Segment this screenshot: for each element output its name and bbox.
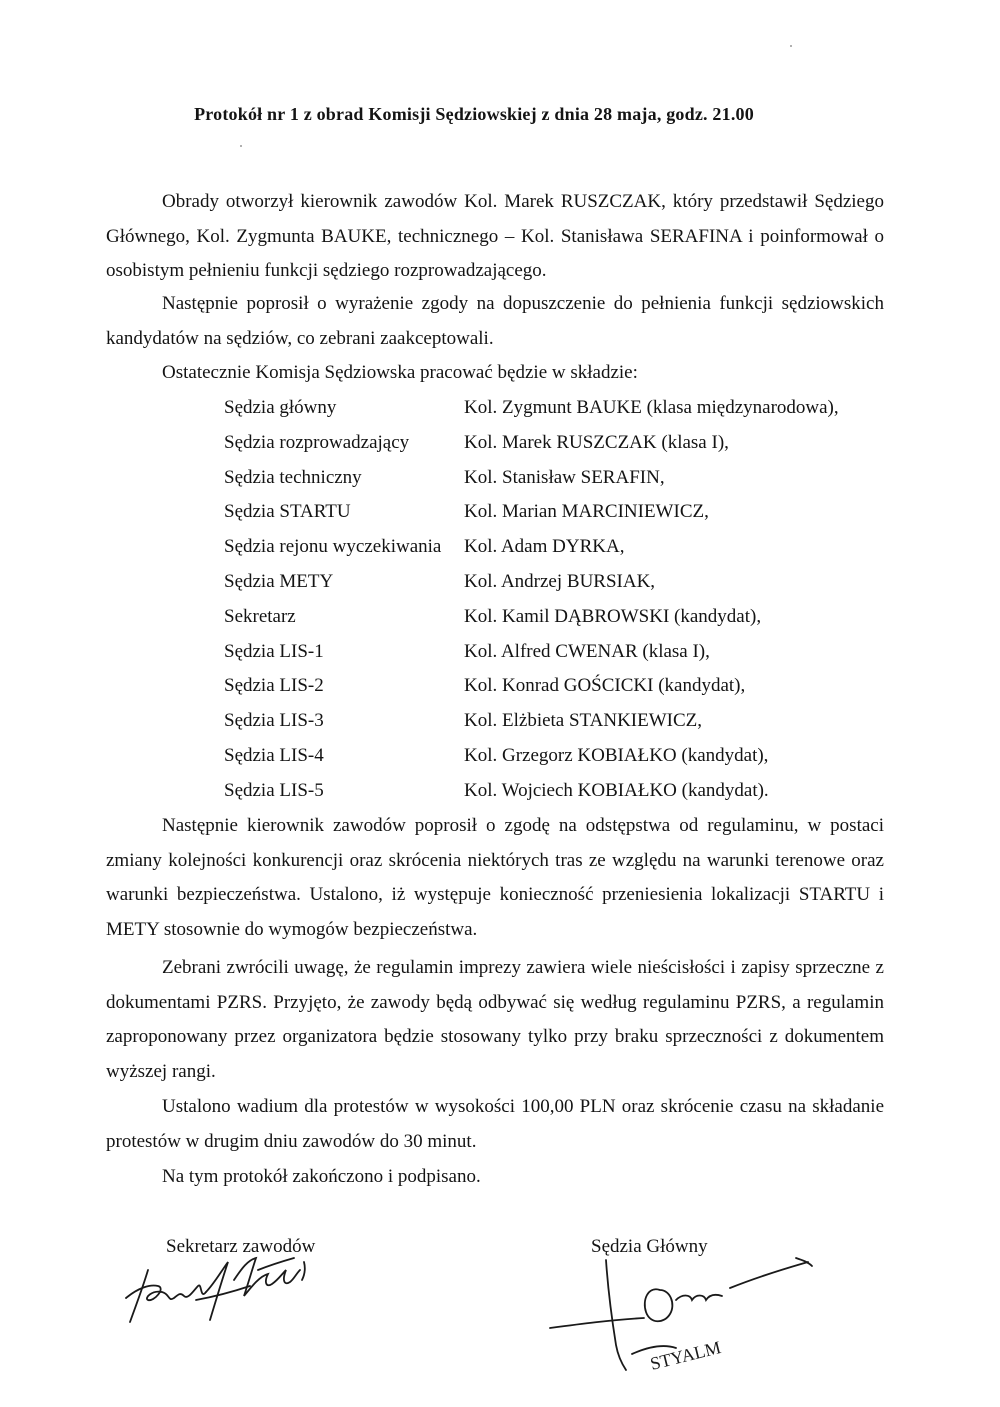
paragraph-approval: Następnie poprosił o wyrażenie zgody na dopuszczenie do pełnienia funkcji sędziowskich kandydatów na sędziów, co zebrani zaakceptowali. [106, 293, 884, 349]
roster-role: Sędzia rozprowadzający [224, 431, 410, 453]
paragraph-regulations: Zebrani zwrócili uwagę, że regulamin imprezy zawiera wiele nieścisłości i zapisy sprzeczne z dokumentami PZRS. Przyjęto, że zawody będą odbywać się według regulaminu PZRS, a regulamin zaproponowany przez organizatora będzie stosowany tylko przy braku sprzeczności z dokumentem wyższej rangi. [106, 957, 884, 1082]
roster-role: Sędzia LIS-3 [224, 710, 324, 732]
roster-role: Sędzia METY [224, 570, 334, 592]
document-title: Protokół nr 1 z obrad Komisji Sędziowskiej z dnia 28 maja, godz. 21.00 [194, 104, 754, 124]
committee-roster [224, 391, 904, 809]
roster-row [224, 565, 904, 600]
secretary-signature [118, 1240, 338, 1330]
roster-role: Sędzia rejonu wyczekiwania [224, 536, 442, 558]
roster-row [224, 774, 904, 809]
roster-person: Kol. Elżbieta STANKIEWICZ, [464, 710, 703, 732]
roster-row [224, 635, 904, 670]
paragraph-deviations: Następnie kierownik zawodów poprosił o zgodę na odstępstwa od regulaminu, w postaci zmiany kolejności konkurencji oraz skrócenia niektórych tras ze względu na warunki terenowe oraz warunki bezpieczeństwa. Ustalono, iż występuje konieczność przeniesienia lokalizacji STARTU i METY stosownie do wymogów bezpieczeństwa. [106, 815, 884, 940]
paragraph-closing: Na tym protokół zakończono i podpisano. [162, 1166, 481, 1187]
paragraph-protest-fee: Ustalono wadium dla protestów w wysokości 100,00 PLN oraz skrócenie czasu na składanie protestów w drugim dniu zawodów do 30 minut. [106, 1096, 884, 1152]
roster-row [224, 391, 904, 426]
roster-person: Kol. Grzegorz KOBIAŁKO (kandydat), [464, 744, 769, 766]
chief-judge-signature-label: Sędzia Główny [591, 1236, 708, 1257]
roster-person: Kol. Kamil DĄBROWSKI (kandydat), [464, 605, 762, 627]
roster-person: Kol. Zygmunt BAUKE (klasa międzynarodowa), [464, 397, 839, 418]
roster-role: Sędzia techniczny [224, 466, 362, 488]
chief-judge-signature [540, 1250, 830, 1380]
roster-row [224, 739, 904, 774]
svg-text:STYALM: STYALM [648, 1337, 723, 1374]
roster-role: Sędzia LIS-1 [224, 640, 324, 662]
scan-speck [240, 145, 242, 147]
roster-role: Sędzia główny [224, 397, 337, 418]
roster-role: Sędzia STARTU [224, 501, 351, 523]
roster-role: Sędzia LIS-5 [224, 779, 324, 801]
paragraph-opening: Obrady otworzył kierownik zawodów Kol. Marek RUSZCZAK, który przedstawił Sędziego Głównego, Kol. Zygmunta BAUKE, technicznego – Kol. Stanisława SERAFINA i poinformował o osobistym pełnieniu funkcji sędziego rozprowadzającego. [106, 191, 884, 281]
roster-row [224, 669, 904, 704]
roster-row [224, 704, 904, 739]
roster-person: Kol. Alfred CWENAR (klasa I), [464, 640, 710, 662]
roster-person: Kol. Stanisław SERAFIN, [464, 466, 665, 488]
roster-row [224, 461, 904, 496]
paragraph-committee-intro: Ostatecznie Komisja Sędziowska pracować będzie w składzie: [162, 362, 638, 383]
roster-person: Kol. Marian MARCINIEWICZ, [464, 501, 709, 523]
roster-role: Sędzia LIS-2 [224, 675, 324, 697]
roster-person: Kol. Adam DYRKA, [464, 536, 625, 558]
roster-row [224, 600, 904, 635]
roster-role: Sędzia LIS-4 [224, 744, 324, 766]
roster-row [224, 530, 904, 565]
roster-role: Sekretarz [224, 605, 296, 627]
roster-person: Kol. Wojciech KOBIAŁKO (kandydat). [464, 779, 769, 801]
secretary-signature-label: Sekretarz zawodów [166, 1236, 316, 1257]
roster-row [224, 495, 904, 530]
roster-person: Kol. Andrzej BURSIAK, [464, 570, 656, 592]
roster-person: Kol. Marek RUSZCZAK (klasa I), [464, 431, 729, 453]
roster-person: Kol. Konrad GOŚCICKI (kandydat), [464, 675, 746, 697]
roster-row [224, 426, 904, 461]
scan-speck [790, 45, 792, 47]
